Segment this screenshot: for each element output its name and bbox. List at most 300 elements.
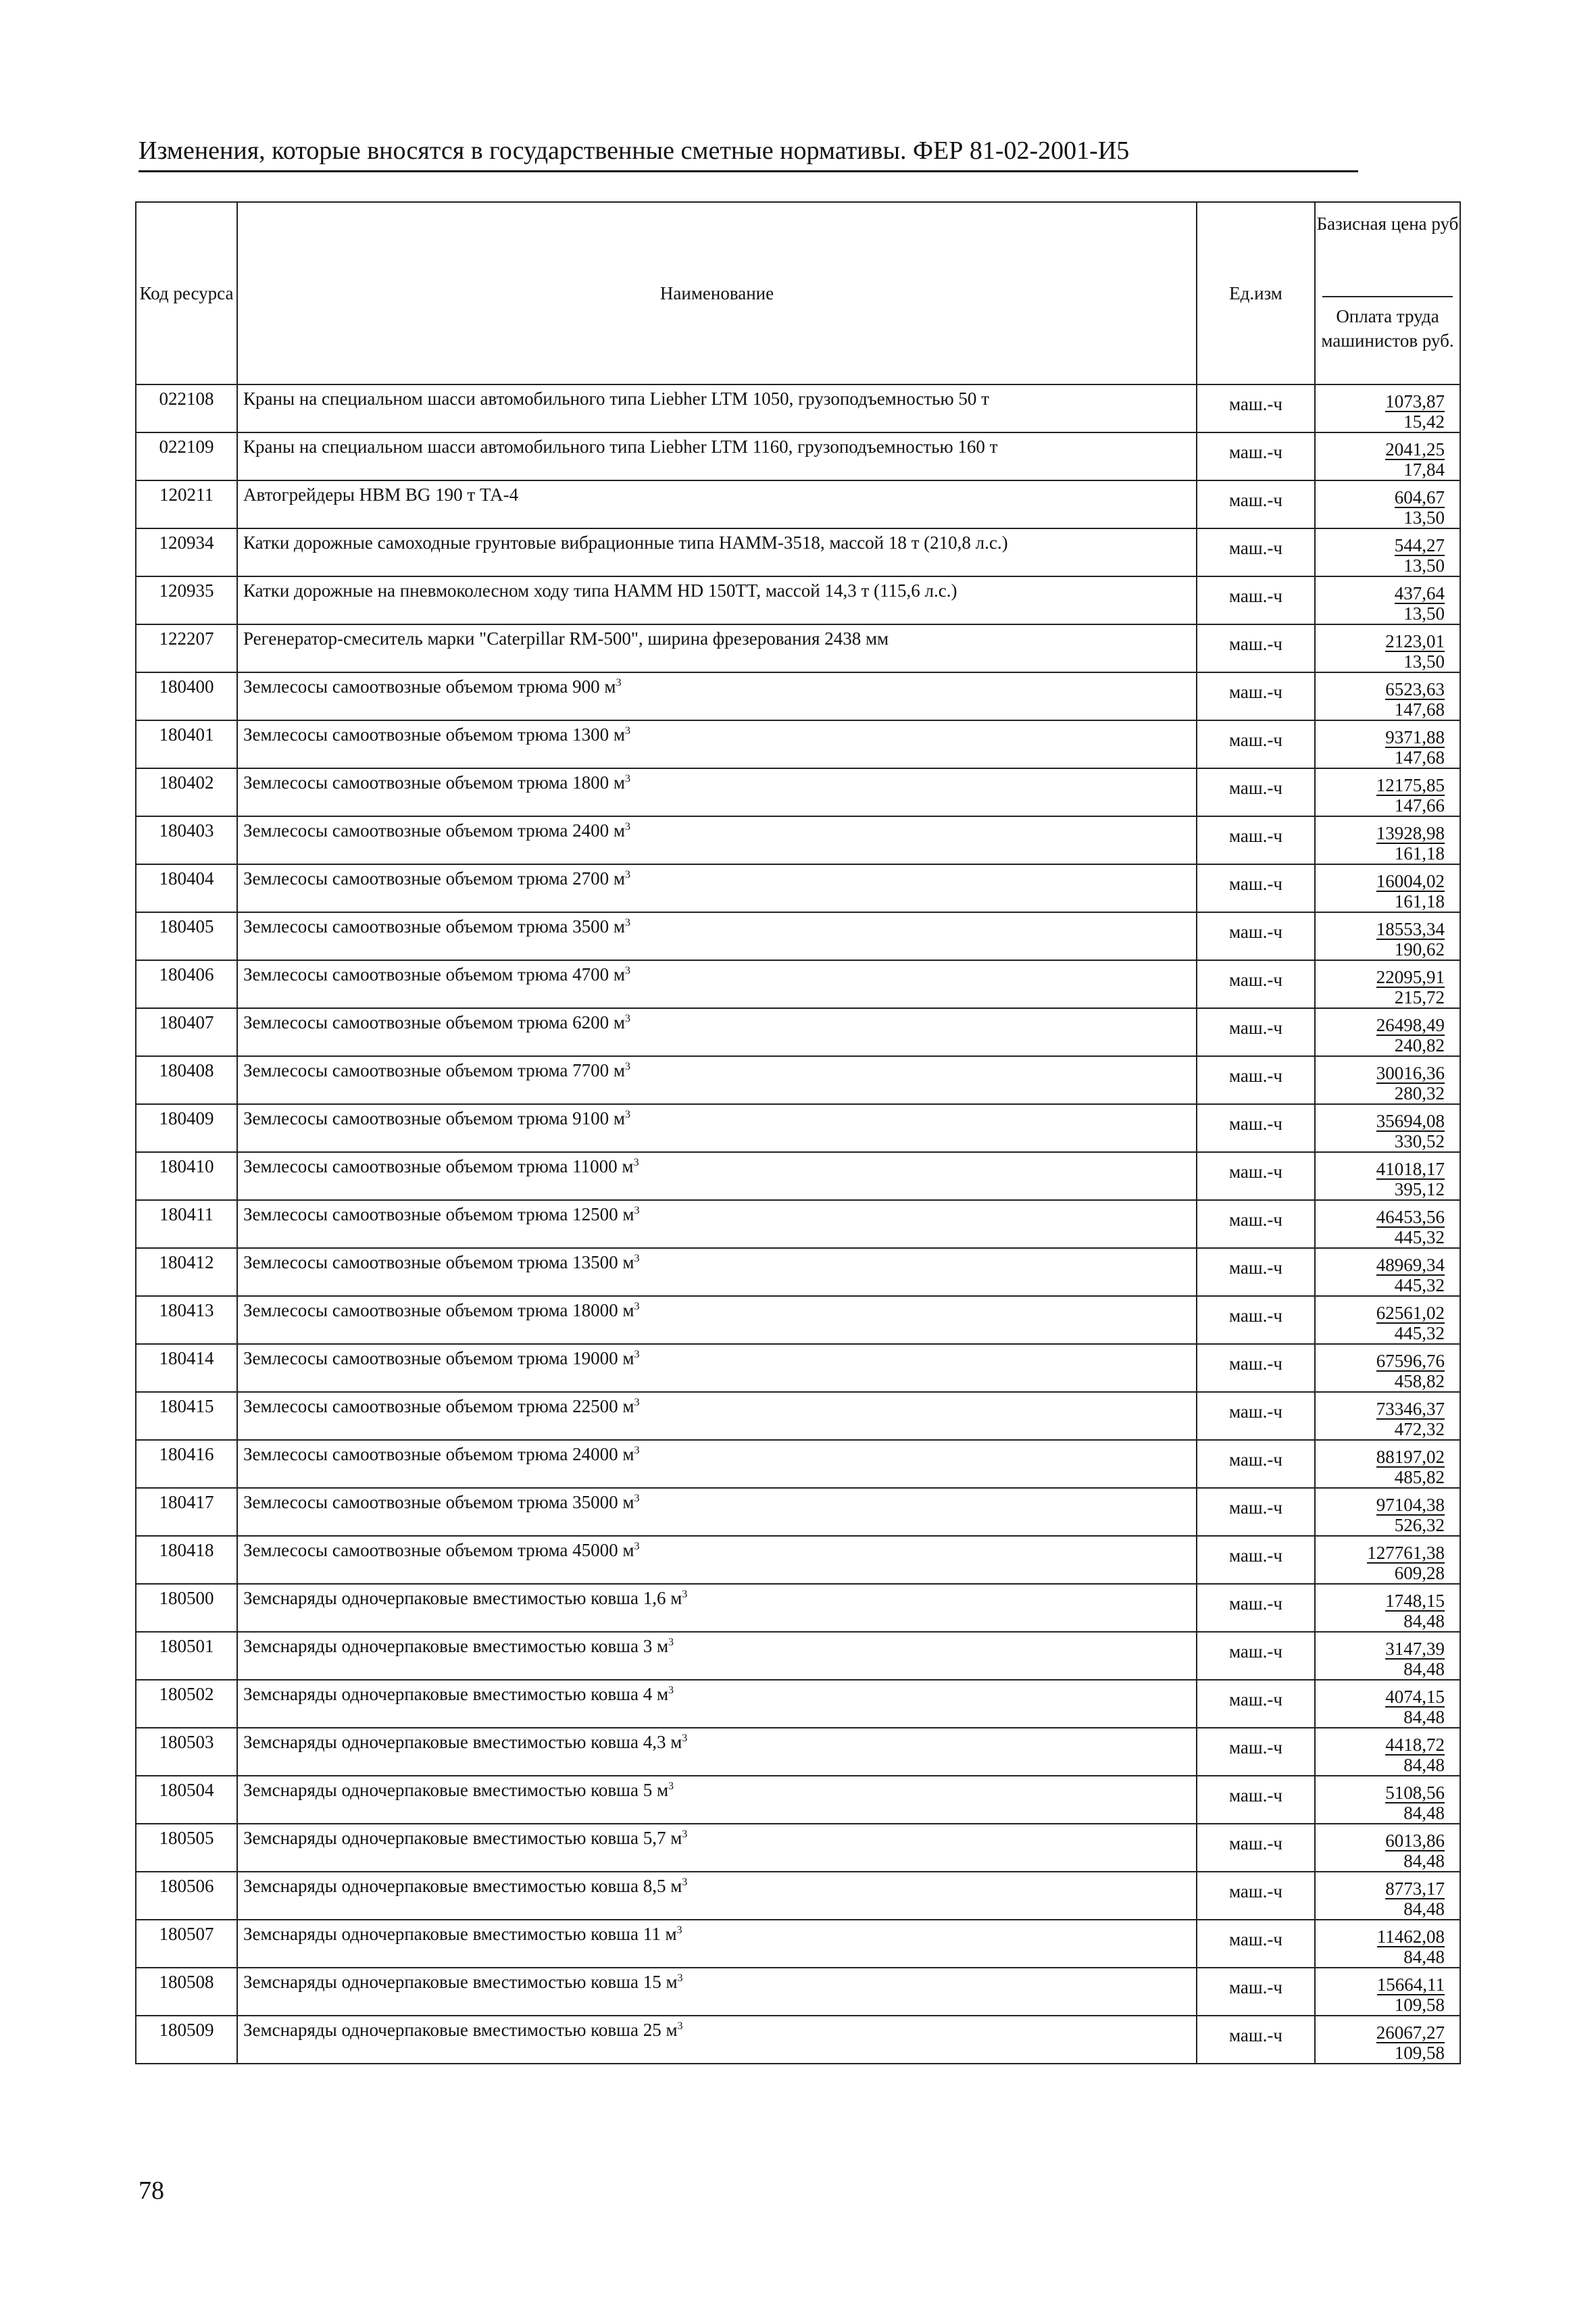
operator-labor-cost: 17,84 bbox=[1403, 459, 1445, 480]
table-row bbox=[136, 2016, 1460, 2064]
unit-of-measure: маш.-ч bbox=[1197, 1392, 1315, 1440]
base-price: 48969,34 bbox=[1376, 1255, 1445, 1275]
table-row bbox=[136, 1728, 1460, 1776]
base-price: 544,27 bbox=[1394, 535, 1445, 555]
base-price: 4074,15 bbox=[1385, 1687, 1445, 1707]
operator-labor-cost: 458,82 bbox=[1394, 1371, 1445, 1391]
resource-name-text: Земснаряды одночерпаковые вместимостью ковша 4 м bbox=[243, 1684, 669, 1704]
table-row bbox=[136, 816, 1460, 864]
unit-of-measure: маш.-ч bbox=[1197, 720, 1315, 768]
resource-name bbox=[237, 1152, 1197, 1200]
resource-name-text: Землесосы самоотвозные объемом трюма 9100 м bbox=[243, 1108, 625, 1128]
base-price: 1748,15 bbox=[1385, 1591, 1445, 1611]
price-cell bbox=[1315, 1344, 1460, 1392]
operator-labor-cost: 109,58 bbox=[1394, 1995, 1445, 2015]
table-row bbox=[136, 912, 1460, 960]
price-cell bbox=[1315, 1968, 1460, 2016]
price-cell bbox=[1315, 1680, 1460, 1728]
unit-superscript: 3 bbox=[633, 1157, 639, 1168]
table-row bbox=[136, 1968, 1460, 2016]
price-cell bbox=[1315, 384, 1460, 432]
base-price: 4418,72 bbox=[1385, 1735, 1445, 1755]
unit-superscript: 3 bbox=[682, 1876, 688, 1888]
unit-superscript: 3 bbox=[668, 1781, 674, 1792]
table-header-row bbox=[136, 202, 1460, 384]
resource-name-text: Землесосы самоотвозные объемом трюма 19000 м bbox=[243, 1348, 634, 1368]
operator-labor-cost: 161,18 bbox=[1394, 843, 1445, 864]
unit-superscript: 3 bbox=[682, 1589, 688, 1600]
resource-name bbox=[237, 1968, 1197, 2016]
resource-name bbox=[237, 864, 1197, 912]
resource-code: 180416 bbox=[136, 1440, 237, 1488]
table-row bbox=[136, 1104, 1460, 1152]
operator-labor-cost: 84,48 bbox=[1403, 1947, 1445, 1967]
operator-labor-cost: 445,32 bbox=[1394, 1323, 1445, 1343]
table-row bbox=[136, 1824, 1460, 1872]
operator-labor-cost: 609,28 bbox=[1394, 1563, 1445, 1583]
resource-name bbox=[237, 1392, 1197, 1440]
price-cell bbox=[1315, 816, 1460, 864]
base-price: 9371,88 bbox=[1385, 727, 1445, 747]
resource-code: 180418 bbox=[136, 1536, 237, 1584]
resource-code: 180402 bbox=[136, 768, 237, 816]
unit-of-measure: маш.-ч bbox=[1197, 1344, 1315, 1392]
table-row bbox=[136, 1392, 1460, 1440]
price-cell bbox=[1315, 1392, 1460, 1440]
base-price: 437,64 bbox=[1394, 583, 1445, 603]
price-cell bbox=[1315, 2016, 1460, 2064]
price-cell bbox=[1315, 432, 1460, 480]
resource-name-text: Землесосы самоотвозные объемом трюма 24000 м bbox=[243, 1444, 634, 1464]
unit-of-measure: маш.-ч bbox=[1197, 1152, 1315, 1200]
operator-labor-cost: 13,50 bbox=[1403, 555, 1445, 576]
price-cell bbox=[1315, 1200, 1460, 1248]
unit-of-measure: маш.-ч bbox=[1197, 1008, 1315, 1056]
price-cell bbox=[1315, 1920, 1460, 1968]
resource-name bbox=[237, 1920, 1197, 1968]
resource-name bbox=[237, 816, 1197, 864]
resource-code: 180417 bbox=[136, 1488, 237, 1536]
resource-name-text: Землесосы самоотвозные объемом трюма 2700 м bbox=[243, 868, 625, 889]
resource-name bbox=[237, 1536, 1197, 1584]
base-price: 62561,02 bbox=[1376, 1303, 1445, 1323]
base-price: 16004,02 bbox=[1376, 871, 1445, 891]
resource-name bbox=[237, 912, 1197, 960]
table-row bbox=[136, 1536, 1460, 1584]
resource-code: 180414 bbox=[136, 1344, 237, 1392]
operator-labor-cost: 161,18 bbox=[1394, 891, 1445, 912]
price-cell bbox=[1315, 1152, 1460, 1200]
price-cell bbox=[1315, 1872, 1460, 1920]
resource-name bbox=[237, 384, 1197, 432]
unit-superscript: 3 bbox=[634, 1445, 640, 1456]
price-cell bbox=[1315, 1824, 1460, 1872]
resource-name bbox=[237, 1824, 1197, 1872]
resource-code: 180509 bbox=[136, 2016, 237, 2064]
unit-of-measure: маш.-ч bbox=[1197, 1296, 1315, 1344]
operator-labor-cost: 13,50 bbox=[1403, 603, 1445, 624]
resource-name-text: Землесосы самоотвозные объемом трюма 13500 м bbox=[243, 1252, 634, 1272]
unit-superscript: 3 bbox=[634, 1493, 640, 1504]
operator-labor-cost: 84,48 bbox=[1403, 1611, 1445, 1631]
resource-code: 122207 bbox=[136, 624, 237, 672]
base-price: 5108,56 bbox=[1385, 1783, 1445, 1803]
price-cell bbox=[1315, 1104, 1460, 1152]
resource-name bbox=[237, 1104, 1197, 1152]
unit-superscript: 3 bbox=[634, 1349, 640, 1360]
operator-labor-cost: 84,48 bbox=[1403, 1851, 1445, 1871]
unit-of-measure: маш.-ч bbox=[1197, 1056, 1315, 1104]
base-price: 41018,17 bbox=[1376, 1159, 1445, 1179]
price-cell bbox=[1315, 768, 1460, 816]
table-row bbox=[136, 1440, 1460, 1488]
table-row bbox=[136, 1584, 1460, 1632]
resource-code: 180407 bbox=[136, 1008, 237, 1056]
unit-superscript: 3 bbox=[677, 2020, 683, 2032]
resource-name bbox=[237, 1344, 1197, 1392]
unit-of-measure: маш.-ч bbox=[1197, 1584, 1315, 1632]
resource-name bbox=[237, 1200, 1197, 1248]
resource-name-text: Катки дорожные самоходные грунтовые вибрационные типа НАММ-3518, массой 18 т (210,8 л.с.) bbox=[243, 532, 1008, 553]
price-cell bbox=[1315, 864, 1460, 912]
base-price: 2041,25 bbox=[1385, 439, 1445, 459]
table-row bbox=[136, 960, 1460, 1008]
base-price: 3147,39 bbox=[1385, 1639, 1445, 1659]
unit-superscript: 3 bbox=[682, 1828, 688, 1840]
resource-name bbox=[237, 528, 1197, 576]
price-cell bbox=[1315, 528, 1460, 576]
resource-code: 180415 bbox=[136, 1392, 237, 1440]
operator-labor-cost: 190,62 bbox=[1394, 939, 1445, 960]
resource-code: 120935 bbox=[136, 576, 237, 624]
price-cell bbox=[1315, 576, 1460, 624]
operator-labor-cost: 84,48 bbox=[1403, 1707, 1445, 1727]
resource-name-text: Землесосы самоотвозные объемом трюма 4700 м bbox=[243, 964, 625, 985]
header-name: Наименование bbox=[237, 202, 1197, 384]
unit-of-measure: маш.-ч bbox=[1197, 480, 1315, 528]
operator-labor-cost: 472,32 bbox=[1394, 1419, 1445, 1439]
unit-of-measure: маш.-ч bbox=[1197, 1632, 1315, 1680]
base-price: 97104,38 bbox=[1376, 1495, 1445, 1515]
resource-name bbox=[237, 624, 1197, 672]
unit-of-measure: маш.-ч bbox=[1197, 816, 1315, 864]
unit-superscript: 3 bbox=[624, 1013, 630, 1024]
resource-name-text: Землесосы самоотвозные объемом трюма 12500 м bbox=[243, 1204, 634, 1224]
resource-name-text: Земснаряды одночерпаковые вместимостью ковша 11 м bbox=[243, 1924, 677, 1944]
table-row bbox=[136, 720, 1460, 768]
operator-labor-cost: 84,48 bbox=[1403, 1755, 1445, 1775]
unit-of-measure: маш.-ч bbox=[1197, 1200, 1315, 1248]
operator-labor-cost: 84,48 bbox=[1403, 1899, 1445, 1919]
resource-name bbox=[237, 1248, 1197, 1296]
resource-name bbox=[237, 1440, 1197, 1488]
resource-name bbox=[237, 1776, 1197, 1824]
table-row bbox=[136, 1776, 1460, 1824]
resource-name-text: Землесосы самоотвозные объемом трюма 18000 м bbox=[243, 1300, 634, 1320]
operator-labor-cost: 147,68 bbox=[1394, 699, 1445, 720]
unit-of-measure: маш.-ч bbox=[1197, 768, 1315, 816]
table-row bbox=[136, 768, 1460, 816]
table-row bbox=[136, 1056, 1460, 1104]
header-base-price: Базисная цена руб bbox=[1316, 214, 1459, 234]
base-price: 26498,49 bbox=[1376, 1015, 1445, 1035]
price-cell bbox=[1315, 1248, 1460, 1296]
base-price: 2123,01 bbox=[1385, 631, 1445, 651]
resource-name bbox=[237, 1488, 1197, 1536]
operator-labor-cost: 445,32 bbox=[1394, 1275, 1445, 1295]
page-number: 78 bbox=[139, 2176, 164, 2205]
resource-name bbox=[237, 480, 1197, 528]
resource-code: 180403 bbox=[136, 816, 237, 864]
table-row bbox=[136, 1632, 1460, 1680]
resource-code: 180412 bbox=[136, 1248, 237, 1296]
unit-of-measure: маш.-ч bbox=[1197, 1104, 1315, 1152]
unit-of-measure: маш.-ч bbox=[1197, 384, 1315, 432]
base-price: 73346,37 bbox=[1376, 1399, 1445, 1419]
resource-code: 180500 bbox=[136, 1584, 237, 1632]
resource-name-text: Регенератор-смеситель марки "Caterpillar RM-500", ширина фрезерования 2438 мм bbox=[243, 628, 889, 649]
base-price: 30016,36 bbox=[1376, 1063, 1445, 1083]
resource-name bbox=[237, 672, 1197, 720]
price-cell bbox=[1315, 1776, 1460, 1824]
base-price: 18553,34 bbox=[1376, 919, 1445, 939]
resource-name bbox=[237, 1008, 1197, 1056]
table-row bbox=[136, 1200, 1460, 1248]
resource-name-text: Катки дорожные на пневмоколесном ходу типа НАММ HD 150TT, массой 14,3 т (115,6 л.с.) bbox=[243, 580, 957, 601]
resource-name-text: Землесосы самоотвозные объемом трюма 6200 м bbox=[243, 1012, 625, 1032]
price-cell bbox=[1315, 1488, 1460, 1536]
unit-superscript: 3 bbox=[616, 677, 622, 689]
resource-name bbox=[237, 1872, 1197, 1920]
resource-name-text: Землесосы самоотвозные объемом трюма 2400 м bbox=[243, 820, 625, 841]
resource-code: 022108 bbox=[136, 384, 237, 432]
unit-superscript: 3 bbox=[634, 1253, 640, 1264]
unit-of-measure: маш.-ч bbox=[1197, 912, 1315, 960]
operator-labor-cost: 15,42 bbox=[1403, 412, 1445, 432]
unit-superscript: 3 bbox=[634, 1301, 640, 1312]
price-cell bbox=[1315, 1440, 1460, 1488]
price-cell bbox=[1315, 912, 1460, 960]
operator-labor-cost: 13,50 bbox=[1403, 651, 1445, 672]
resource-name-text: Землесосы самоотвозные объемом трюма 1300 м bbox=[243, 724, 625, 745]
unit-of-measure: маш.-ч bbox=[1197, 1728, 1315, 1776]
price-cell bbox=[1315, 1584, 1460, 1632]
unit-of-measure: маш.-ч bbox=[1197, 1248, 1315, 1296]
resource-name bbox=[237, 960, 1197, 1008]
base-price: 8773,17 bbox=[1385, 1878, 1445, 1899]
resource-name bbox=[237, 720, 1197, 768]
operator-labor-cost: 215,72 bbox=[1394, 987, 1445, 1007]
unit-of-measure: маш.-ч bbox=[1197, 2016, 1315, 2064]
price-cell bbox=[1315, 1056, 1460, 1104]
resource-code: 180505 bbox=[136, 1824, 237, 1872]
resource-code: 180401 bbox=[136, 720, 237, 768]
price-cell bbox=[1315, 624, 1460, 672]
resource-name bbox=[237, 1680, 1197, 1728]
unit-superscript: 3 bbox=[624, 1061, 630, 1072]
unit-of-measure: маш.-ч bbox=[1197, 672, 1315, 720]
resource-name bbox=[237, 768, 1197, 816]
unit-superscript: 3 bbox=[624, 725, 630, 737]
unit-superscript: 3 bbox=[624, 917, 630, 928]
price-cell bbox=[1315, 1632, 1460, 1680]
unit-of-measure: маш.-ч bbox=[1197, 1872, 1315, 1920]
unit-superscript: 3 bbox=[682, 1733, 688, 1744]
operator-labor-cost: 330,52 bbox=[1394, 1131, 1445, 1151]
base-price: 604,67 bbox=[1394, 487, 1445, 507]
resource-name-text: Землесосы самоотвозные объемом трюма 45000 м bbox=[243, 1540, 634, 1560]
table-row bbox=[136, 1008, 1460, 1056]
operator-labor-cost: 109,58 bbox=[1394, 2043, 1445, 2063]
operator-labor-cost: 526,32 bbox=[1394, 1515, 1445, 1535]
base-price: 15664,11 bbox=[1376, 1974, 1445, 1995]
header-divider bbox=[1322, 296, 1453, 297]
resource-code: 180501 bbox=[136, 1632, 237, 1680]
resource-name bbox=[237, 432, 1197, 480]
resource-name bbox=[237, 1296, 1197, 1344]
table-row bbox=[136, 864, 1460, 912]
unit-of-measure: маш.-ч bbox=[1197, 1536, 1315, 1584]
resource-code: 180409 bbox=[136, 1104, 237, 1152]
unit-of-measure: маш.-ч bbox=[1197, 1776, 1315, 1824]
table-row bbox=[136, 480, 1460, 528]
price-cell bbox=[1315, 720, 1460, 768]
unit-of-measure: маш.-ч bbox=[1197, 1488, 1315, 1536]
resource-code: 180405 bbox=[136, 912, 237, 960]
unit-superscript: 3 bbox=[624, 1109, 630, 1120]
resource-name-text: Земснаряды одночерпаковые вместимостью ковша 4,3 м bbox=[243, 1732, 682, 1752]
unit-of-measure: маш.-ч bbox=[1197, 864, 1315, 912]
table-row bbox=[136, 1872, 1460, 1920]
price-cell bbox=[1315, 1536, 1460, 1584]
base-price: 127761,38 bbox=[1367, 1543, 1445, 1563]
table-row bbox=[136, 1152, 1460, 1200]
base-price: 13928,98 bbox=[1376, 823, 1445, 843]
operator-labor-cost: 147,66 bbox=[1394, 795, 1445, 816]
unit-superscript: 3 bbox=[624, 821, 630, 832]
resource-name-text: Автогрейдеры HBM BG 190 т ТА-4 bbox=[243, 484, 519, 505]
table-row bbox=[136, 1344, 1460, 1392]
price-cell bbox=[1315, 672, 1460, 720]
resource-name-text: Землесосы самоотвозные объемом трюма 11000 м bbox=[243, 1156, 634, 1176]
resource-name-text: Земснаряды одночерпаковые вместимостью ковша 25 м bbox=[243, 2020, 678, 2040]
base-price: 11462,08 bbox=[1376, 1926, 1445, 1947]
operator-labor-cost: 240,82 bbox=[1394, 1035, 1445, 1055]
unit-superscript: 3 bbox=[668, 1685, 674, 1696]
resource-table bbox=[135, 201, 1461, 2064]
unit-of-measure: маш.-ч bbox=[1197, 624, 1315, 672]
base-price: 26067,27 bbox=[1376, 2022, 1445, 2043]
resource-name bbox=[237, 1056, 1197, 1104]
unit-superscript: 3 bbox=[624, 869, 630, 880]
resource-code: 180506 bbox=[136, 1872, 237, 1920]
resource-code: 180404 bbox=[136, 864, 237, 912]
unit-of-measure: маш.-ч bbox=[1197, 576, 1315, 624]
price-cell bbox=[1315, 1296, 1460, 1344]
operator-labor-cost: 84,48 bbox=[1403, 1659, 1445, 1679]
page-header-title: Изменения, которые вносятся в государственные сметные нормативы. ФЕР 81-02-2001-И5 bbox=[139, 135, 1358, 172]
resource-name-text: Землесосы самоотвозные объемом трюма 900 м bbox=[243, 676, 616, 697]
resource-code: 120934 bbox=[136, 528, 237, 576]
table-row bbox=[136, 384, 1460, 432]
resource-code: 180507 bbox=[136, 1920, 237, 1968]
operator-labor-cost: 445,32 bbox=[1394, 1227, 1445, 1247]
table-row bbox=[136, 1296, 1460, 1344]
resource-name-text: Землесосы самоотвозные объемом трюма 7700 м bbox=[243, 1060, 625, 1080]
unit-of-measure: маш.-ч bbox=[1197, 1920, 1315, 1968]
resource-name-text: Землесосы самоотвозные объемом трюма 35000 м bbox=[243, 1492, 634, 1512]
unit-superscript: 3 bbox=[634, 1205, 640, 1216]
base-price: 46453,56 bbox=[1376, 1207, 1445, 1227]
unit-of-measure: маш.-ч bbox=[1197, 960, 1315, 1008]
header-price bbox=[1315, 202, 1460, 384]
base-price: 67596,76 bbox=[1376, 1351, 1445, 1371]
resource-name-text: Земснаряды одночерпаковые вместимостью ковша 1,6 м bbox=[243, 1588, 682, 1608]
table-row bbox=[136, 1680, 1460, 1728]
resource-name-text: Землесосы самоотвозные объемом трюма 3500 м bbox=[243, 916, 625, 937]
resource-code: 022109 bbox=[136, 432, 237, 480]
base-price: 6013,86 bbox=[1385, 1831, 1445, 1851]
resource-code: 180410 bbox=[136, 1152, 237, 1200]
unit-of-measure: маш.-ч bbox=[1197, 1680, 1315, 1728]
base-price: 35694,08 bbox=[1376, 1111, 1445, 1131]
table-body bbox=[136, 384, 1460, 2064]
price-cell bbox=[1315, 1728, 1460, 1776]
unit-superscript: 3 bbox=[677, 1972, 683, 1984]
unit-superscript: 3 bbox=[634, 1397, 640, 1408]
operator-labor-cost: 84,48 bbox=[1403, 1803, 1445, 1823]
resource-name bbox=[237, 1584, 1197, 1632]
resource-code: 180508 bbox=[136, 1968, 237, 2016]
table-row bbox=[136, 528, 1460, 576]
table-row bbox=[136, 1248, 1460, 1296]
header-unit: Ед.изм bbox=[1197, 202, 1315, 384]
resource-name bbox=[237, 576, 1197, 624]
table-row bbox=[136, 1488, 1460, 1536]
resource-code: 180504 bbox=[136, 1776, 237, 1824]
unit-superscript: 3 bbox=[624, 773, 630, 785]
operator-labor-cost: 147,68 bbox=[1394, 747, 1445, 768]
resource-name bbox=[237, 2016, 1197, 2064]
base-price: 1073,87 bbox=[1385, 391, 1445, 412]
operator-labor-cost: 280,32 bbox=[1394, 1083, 1445, 1103]
resource-name bbox=[237, 1632, 1197, 1680]
header-operator-labor: Оплата труда машинистов руб. bbox=[1321, 306, 1454, 351]
resource-code: 180406 bbox=[136, 960, 237, 1008]
resource-name-text: Землесосы самоотвозные объемом трюма 22500 м bbox=[243, 1396, 634, 1416]
resource-name-text: Земснаряды одночерпаковые вместимостью ковша 5 м bbox=[243, 1780, 669, 1800]
unit-of-measure: маш.-ч bbox=[1197, 432, 1315, 480]
unit-superscript: 3 bbox=[634, 1541, 640, 1552]
resource-name bbox=[237, 1728, 1197, 1776]
resource-name-text: Земснаряды одночерпаковые вместимостью ковша 5,7 м bbox=[243, 1828, 682, 1848]
unit-superscript: 3 bbox=[676, 1924, 682, 1936]
resource-code: 120211 bbox=[136, 480, 237, 528]
operator-labor-cost: 395,12 bbox=[1394, 1179, 1445, 1199]
table-row bbox=[136, 1920, 1460, 1968]
operator-labor-cost: 485,82 bbox=[1394, 1467, 1445, 1487]
resource-name-text: Земснаряды одночерпаковые вместимостью ковша 15 м bbox=[243, 1972, 678, 1992]
resource-name-text: Земснаряды одночерпаковые вместимостью ковша 3 м bbox=[243, 1636, 669, 1656]
table-row bbox=[136, 672, 1460, 720]
base-price: 12175,85 bbox=[1376, 775, 1445, 795]
table-row bbox=[136, 432, 1460, 480]
resource-name-text: Земснаряды одночерпаковые вместимостью ковша 8,5 м bbox=[243, 1876, 682, 1896]
resource-code: 180408 bbox=[136, 1056, 237, 1104]
header-code: Код ресурса bbox=[136, 202, 237, 384]
resource-code: 180411 bbox=[136, 1200, 237, 1248]
unit-of-measure: маш.-ч bbox=[1197, 528, 1315, 576]
